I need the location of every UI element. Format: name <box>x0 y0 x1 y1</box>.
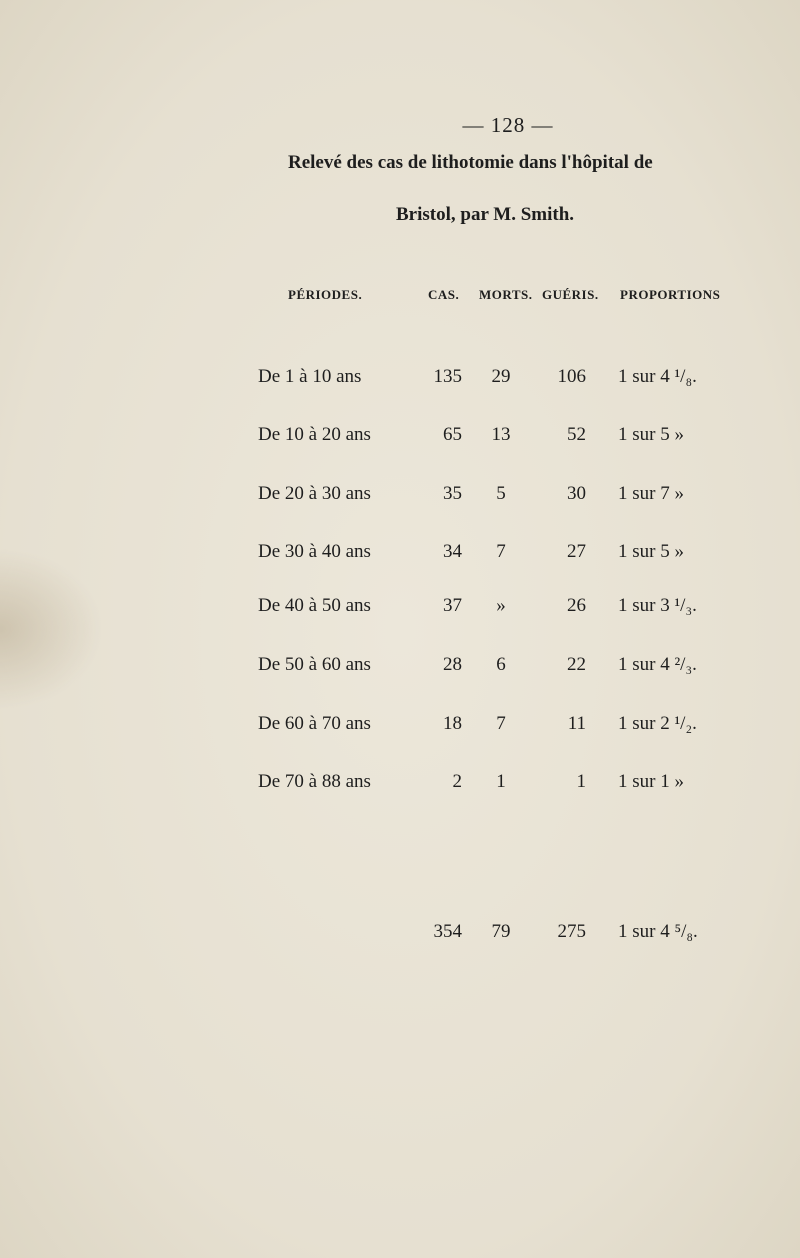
table-row <box>0 654 800 684</box>
proportion-cell: 1 sur 4 ²/₃. <box>618 654 697 675</box>
proportion-cell: 1 sur 7 » <box>618 483 684 504</box>
period-cell: De 60 à 70 ans <box>258 713 371 734</box>
morts-cell: 7 <box>496 541 506 562</box>
total-morts: 79 <box>491 921 511 942</box>
period-cell: De 70 à 88 ans <box>258 771 371 792</box>
gueris-cell: 22 <box>567 654 586 675</box>
total-cas: 354 <box>433 921 462 942</box>
cas-cell: 34 <box>443 541 462 562</box>
header-periodes: PÉRIODES. <box>288 287 363 302</box>
period-cell: De 10 à 20 ans <box>258 424 371 445</box>
gueris-cell: 11 <box>567 713 586 734</box>
morts-cell: 5 <box>496 483 506 504</box>
gueris-cell: 1 <box>576 771 586 792</box>
header-morts: MORTS. <box>479 287 533 302</box>
morts-cell: 1 <box>496 771 506 792</box>
cas-cell: 2 <box>452 771 462 792</box>
table-row <box>0 366 800 396</box>
table-title-line-2: Bristol, par M. Smith. <box>396 204 575 225</box>
gueris-cell: 106 <box>557 366 586 387</box>
header-gueris: GUÉRIS. <box>542 287 599 302</box>
period-cell: De 40 à 50 ans <box>258 595 371 616</box>
morts-cell: » <box>496 595 506 616</box>
period-cell: De 50 à 60 ans <box>258 654 371 675</box>
period-cell: De 30 à 40 ans <box>258 541 371 562</box>
morts-cell: 6 <box>496 654 506 675</box>
table-row <box>0 483 800 513</box>
total-proportion: 1 sur 4 ⁵/₈. <box>618 921 698 942</box>
table-row <box>0 541 800 571</box>
cas-cell: 135 <box>433 366 462 387</box>
proportion-cell: 1 sur 4 ¹/₈. <box>618 366 697 387</box>
morts-cell: 13 <box>491 424 511 445</box>
gueris-cell: 27 <box>567 541 586 562</box>
gueris-cell: 30 <box>567 483 586 504</box>
page-number: — 128 — <box>462 113 554 137</box>
header-cas: CAS. <box>428 287 460 302</box>
totals-row <box>0 921 800 951</box>
table-row <box>0 424 800 454</box>
proportion-cell: 1 sur 5 » <box>618 541 684 562</box>
period-cell: De 1 à 10 ans <box>258 366 362 387</box>
table-row <box>0 771 800 801</box>
proportion-cell: 1 sur 1 » <box>618 771 684 792</box>
proportion-cell: 1 sur 5 » <box>618 424 684 445</box>
cas-cell: 18 <box>443 713 462 734</box>
header-proportions: PROPORTIONS <box>620 287 721 302</box>
period-cell: De 20 à 30 ans <box>258 483 371 504</box>
cas-cell: 35 <box>443 483 462 504</box>
table-title-line-1: Relevé des cas de lithotomie dans l'hôpital de <box>288 152 653 173</box>
cas-cell: 65 <box>443 424 462 445</box>
proportion-cell: 1 sur 2 ¹/₂. <box>618 713 697 734</box>
proportion-cell: 1 sur 3 ¹/₃. <box>618 595 697 616</box>
gueris-cell: 52 <box>567 424 586 445</box>
cas-cell: 28 <box>443 654 462 675</box>
morts-cell: 7 <box>496 713 506 734</box>
morts-cell: 29 <box>491 366 511 387</box>
table-row <box>0 713 800 743</box>
cas-cell: 37 <box>443 595 462 616</box>
table-row <box>0 595 800 625</box>
total-gueris: 275 <box>557 921 586 942</box>
gueris-cell: 26 <box>567 595 586 616</box>
